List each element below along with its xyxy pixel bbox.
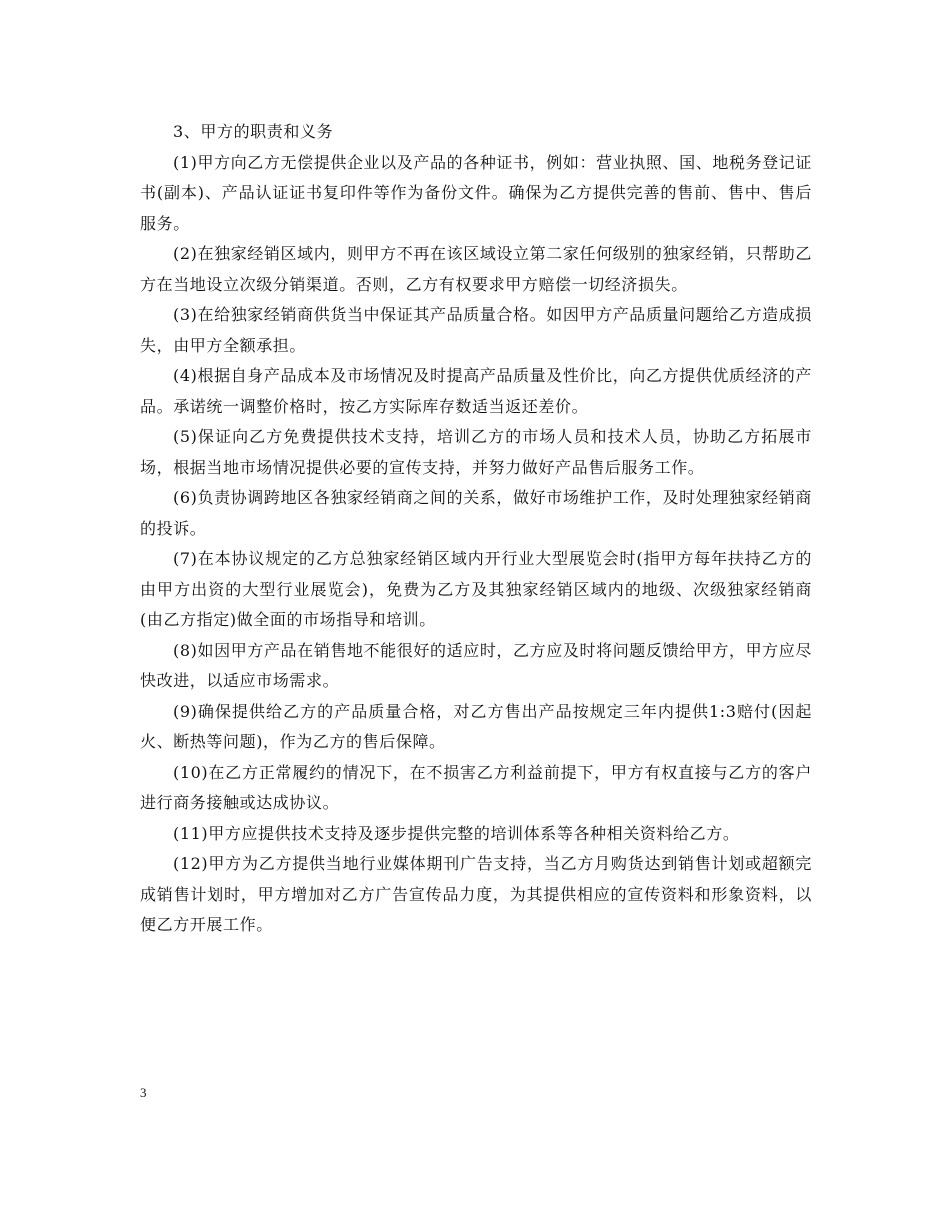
- clause-12: (12)甲方为乙方提供当地行业媒体期刊广告支持，当乙方月购货达到销售计划或超额完成销售计划时，甲方增加对乙方广告宣传品力度，为其提供相应的宣传资料和形象资料，以便乙方开展工作。: [140, 854, 812, 934]
- section-heading: 3、甲方的职责和义务: [173, 122, 334, 141]
- clause-2: (2)在独家经销区域内，则甲方不再在该区域设立第二家任何级别的独家经销，只帮助乙方在当地设立次级分销渠道。否则，乙方有权要求甲方赔偿一切经济损失。: [140, 244, 812, 294]
- clause-6: (6)负责协调跨地区各独家经销商之间的关系，做好市场维护工作，及时处理独家经销商的投诉。: [140, 488, 812, 538]
- clause-8: (8)如因甲方产品在销售地不能很好的适应时，乙方应及时将问题反馈给甲方，甲方应尽快改进，以适应市场需求。: [140, 640, 812, 690]
- clause-11: (11)甲方应提供技术支持及逐步提供完整的培训体系等各种相关资料给乙方。: [173, 823, 740, 843]
- document-body: [140, 117, 812, 941]
- clause-3: (3)在给独家经销商供货当中保证其产品质量合格。如因甲方产品质量问题给乙方造成损失，由甲方全额承担。: [140, 305, 812, 355]
- clause-1: (1)甲方向乙方无偿提供企业以及产品的各种证书，例如：营业执照、国、地税务登记证书(副本)、产品认证证书复印件等作为备份文件。确保为乙方提供完善的售前、售中、售后服务。: [140, 152, 812, 233]
- clause-5: (5)保证向乙方免费提供技术支持，培训乙方的市场人员和技术人员，协助乙方拓展市场，根据当地市场情况提供必要的宣传支持，并努力做好产品售后服务工作。: [140, 427, 812, 477]
- clause-7: (7)在本协议规定的乙方总独家经销区域内开行业大型展览会时(指甲方每年扶持乙方的由甲方出资的大型行业展览会)，免费为乙方及其独家经销区域内的地级、次级独家经销商(由乙方指定)做全面的市场指导和培训。: [140, 549, 812, 629]
- clause-4: (4)根据自身产品成本及市场情况及时提高产品质量及性价比，向乙方提供优质经济的产品。承诺统一调整价格时，按乙方实际库存数适当返还差价。: [140, 366, 812, 416]
- page-number: 3: [140, 1085, 147, 1100]
- clause-10: (10)在乙方正常履约的情况下，在不损害乙方利益前提下，甲方有权直接与乙方的客户进行商务接触或达成协议。: [140, 762, 812, 812]
- clause-9: (9)确保提供给乙方的产品质量合格，对乙方售出产品按规定三年内提供1:3赔付(因起火、断热等问题)，作为乙方的售后保障。: [140, 701, 812, 751]
